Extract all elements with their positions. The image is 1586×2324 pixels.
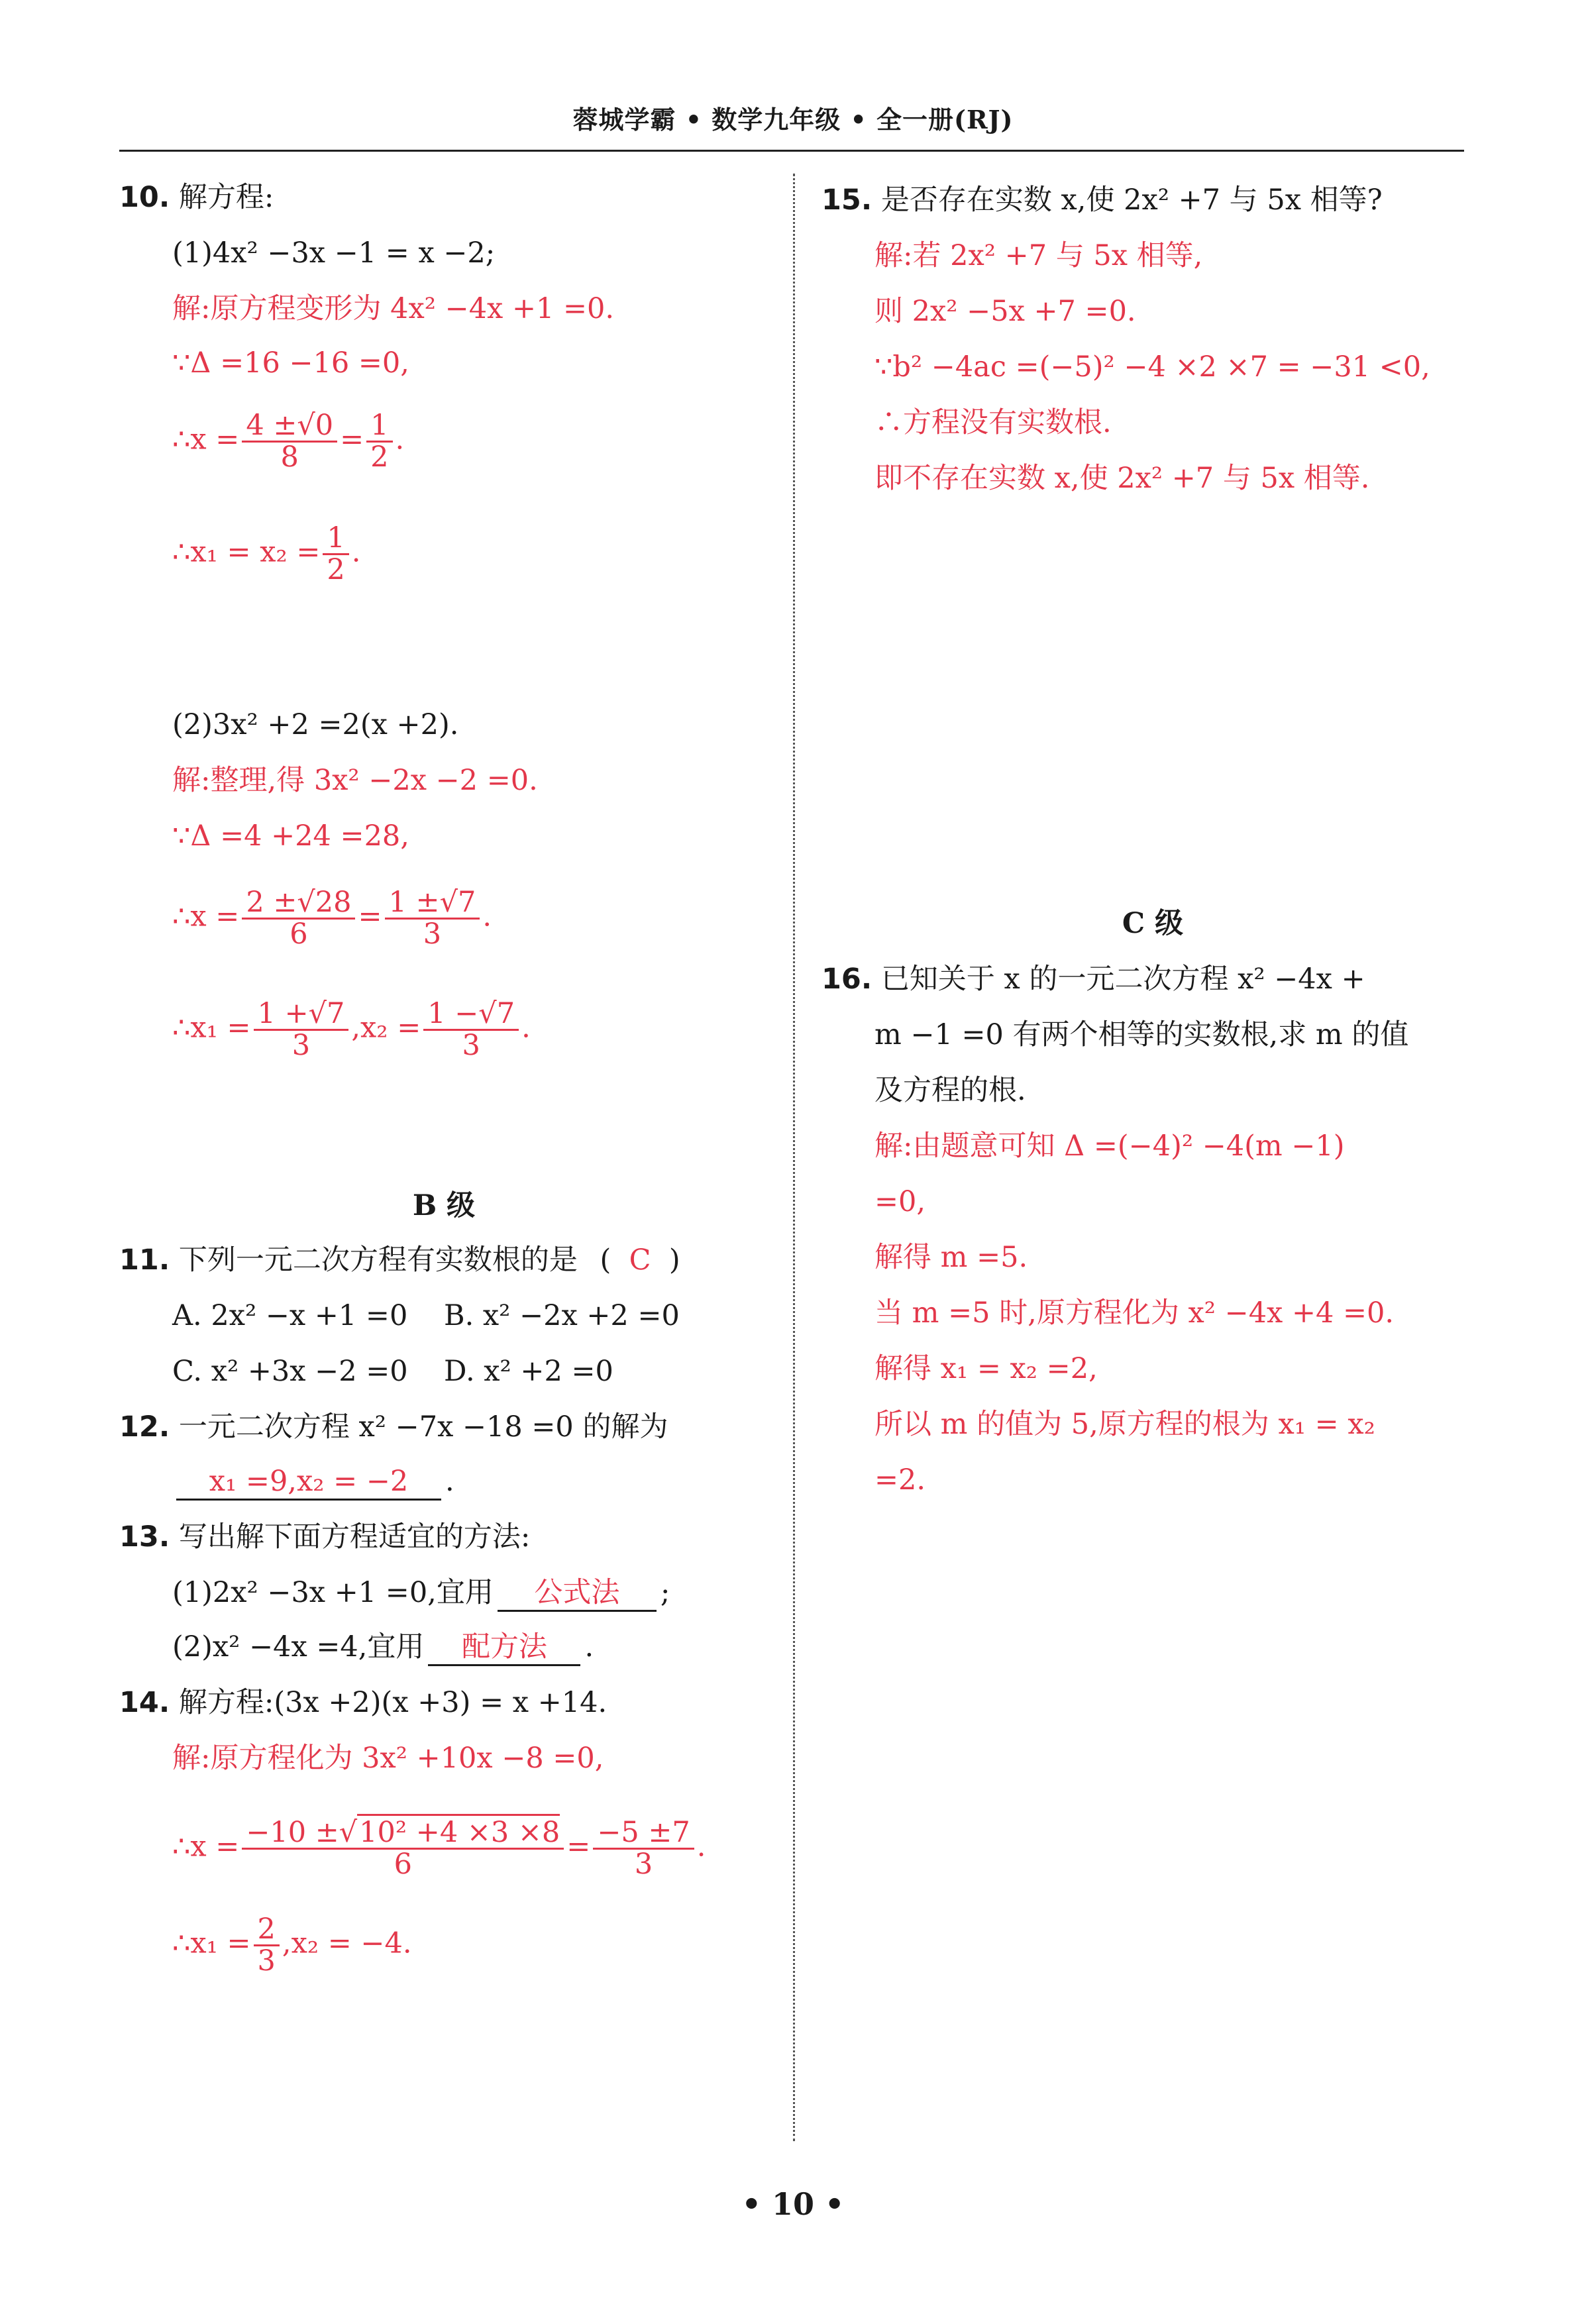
q15-step1: 解:若 2x² +7 与 5x 相等, [874,239,1203,272]
denominator: 3 [291,1029,311,1063]
q16-step3: 解得 m =5. [874,1241,1028,1274]
q14-step3-tail: ,x₂ = −4. [282,1927,412,1960]
numerator: 1 [323,523,348,555]
q11-option-d: D. x² +2 =0 [444,1355,613,1388]
q10-part2-problem: (2)3x² +2 =2(x +2). [172,708,459,741]
q11-stem [119,1240,680,1280]
q14-step3 [172,1915,412,1976]
denominator: 3 [423,918,442,951]
fraction [242,888,355,949]
radicand: 10² +4 ×3 ×8 [357,1814,560,1849]
q16-step5: 解得 x₁ = x₂ =2, [874,1352,1098,1385]
q16-text-line1: 已知关于 x 的一元二次方程 x² −4x + [880,963,1365,996]
fraction [323,523,348,585]
q13-part1-text: (1)2x² −3x +1 =0,宜用 [172,1576,494,1609]
numerator: 2 ±√28 [242,888,355,920]
close-paren: ) [668,1243,680,1277]
radical-sign: √ [339,1816,358,1849]
q10-part1-step3 [172,411,404,472]
q10-part1-step4 [172,523,360,585]
header-rule [119,150,1464,152]
fraction [254,1915,280,1976]
numerator [242,1818,564,1850]
q11-text: 下列一元二次方程有实数根的是 [178,1243,578,1277]
q11-number: 11. [119,1243,170,1277]
q11-option-a: A. 2x² −x +1 =0 [172,1299,408,1332]
q12-number: 12. [119,1410,170,1444]
q12-answer: x₁ =9,x₂ = −2 [176,1464,441,1501]
q10-part1-problem: (1)4x² −3x −1 = x −2; [172,237,496,270]
level-b-heading: B 级 [412,1189,476,1222]
q12-stem [119,1407,668,1447]
q15-text: 是否存在实数 x,使 2x² +7 与 5x 相等? [880,184,1383,217]
numerator: 1 −√7 [423,999,519,1031]
denominator: 3 [257,1944,276,1978]
page-number: • 10 • [741,2186,845,2222]
q16-step2: =0, [874,1185,926,1218]
semicolon: ; [660,1576,670,1609]
period: . [395,423,405,456]
q10-part2-step2: ∵Δ =4 +24 =28, [172,819,409,853]
q16-number: 16. [821,963,872,996]
q13-text: 写出解下面方程适宜的方法: [178,1520,531,1554]
q10-part2-step3 [172,888,492,949]
q10-text: 解方程: [178,181,274,214]
q16-step4: 当 m =5 时,原方程化为 x² −4x +4 =0. [874,1296,1395,1330]
q15-step4: ∴方程没有实数根. [874,406,1112,439]
q10-part1-step2: ∵Δ =16 −16 =0, [172,346,409,380]
denominator: 6 [290,918,308,951]
fraction [385,888,480,949]
period: . [521,1011,531,1045]
q16-step6: 所以 m 的值为 5,原方程的根为 x₁ = x₂ [874,1408,1375,1441]
column-divider [793,174,795,2141]
q15-step5: 即不存在实数 x,使 2x² +7 与 5x 相等. [874,462,1370,495]
period: . [482,900,492,933]
denominator: 8 [280,441,299,474]
denominator: 3 [634,1848,653,1881]
equals-sign: = [358,900,382,933]
q15-step2: 则 2x² −5x +7 =0. [874,295,1136,328]
q13-stem [119,1517,530,1557]
fraction [366,411,392,472]
q14-step2 [172,1818,706,1879]
q12-text: 一元二次方程 x² −7x −18 =0 的解为 [178,1410,668,1444]
numerator: −5 ±7 [593,1818,694,1850]
level-c-heading: C 级 [1122,907,1184,940]
q14-step2-lead: ∴x = [172,1830,240,1864]
fraction [254,999,349,1061]
q14-number: 14. [119,1686,170,1719]
denominator: 6 [394,1848,412,1881]
q10-part2-step4 [172,999,531,1061]
q10-part2-step3-lead: ∴x = [172,900,240,933]
q13-part1 [172,1573,670,1612]
period: . [696,1830,706,1864]
q10-part2-step1: 解:整理,得 3x² −2x −2 =0. [172,764,538,797]
denominator: 2 [327,553,345,587]
q13-part2-text: (2)x² −4x =4,宜用 [172,1630,425,1664]
q16-step7: =2. [874,1463,926,1497]
fraction [242,1818,564,1879]
running-header: 蓉城学霸 • 数学九年级 • 全一册(RJ) [572,105,1014,134]
q11-option-b: B. x² −2x +2 =0 [444,1299,680,1332]
numerator: 1 +√7 [254,999,349,1031]
numerator-lead: −10 ± [246,1816,339,1849]
q10-part1-step3-lead: ∴x = [172,423,240,456]
q15-stem [821,180,1383,220]
q10-part1-step1: 解:原方程变形为 4x² −4x +1 =0. [172,292,615,325]
numerator: 2 [254,1915,280,1946]
q15-number: 15. [821,184,872,217]
q14-step1: 解:原方程化为 3x² +10x −8 =0, [172,1742,604,1775]
q13-part2 [172,1627,594,1667]
q13-number: 13. [119,1520,170,1554]
q13-part2-answer: 配方法 [428,1630,580,1666]
denominator: 3 [462,1029,480,1063]
q16-line1 [821,959,1365,999]
q16-text-line3: 及方程的根. [874,1074,1026,1107]
q16-text-line2: m −1 =0 有两个相等的实数根,求 m 的值 [874,1018,1409,1051]
numerator: 1 [366,411,392,443]
denominator: 2 [370,441,389,474]
fraction [423,999,519,1061]
q10-part1-step4-lead: ∴x₁ = x₂ = [172,535,321,569]
equals-sign: = [566,1830,591,1864]
period: . [351,535,361,569]
q11-answer: C [629,1243,651,1277]
separator: ,x₂ = [351,1011,421,1045]
q15-step3: ∵b² −4ac =(−5)² −4 ×2 ×7 = −31 <0, [874,350,1430,384]
open-paren: ( [600,1243,611,1277]
q10-part2-step4-lead: ∴x₁ = [172,1011,251,1045]
equals-sign: = [340,423,364,456]
q14-stem [119,1683,607,1722]
q13-part1-answer: 公式法 [498,1575,657,1612]
q11-answer-bracket [600,1240,680,1280]
fraction [593,1818,694,1879]
q14-text: 解方程:(3x +2)(x +3) = x +14. [178,1686,608,1719]
fraction [242,411,337,472]
q12-answer-line [172,1461,454,1501]
numerator: 1 ±√7 [385,888,480,920]
period: . [445,1465,454,1498]
q10-stem [119,178,274,217]
q10-number: 10. [119,181,170,214]
period: . [584,1630,594,1664]
q14-step3-lead: ∴x₁ = [172,1927,251,1960]
q16-step1: 解:由题意可知 Δ =(−4)² −4(m −1) [874,1130,1345,1163]
q11-option-c: C. x² +3x −2 =0 [172,1355,408,1388]
numerator: 4 ±√0 [242,411,337,443]
